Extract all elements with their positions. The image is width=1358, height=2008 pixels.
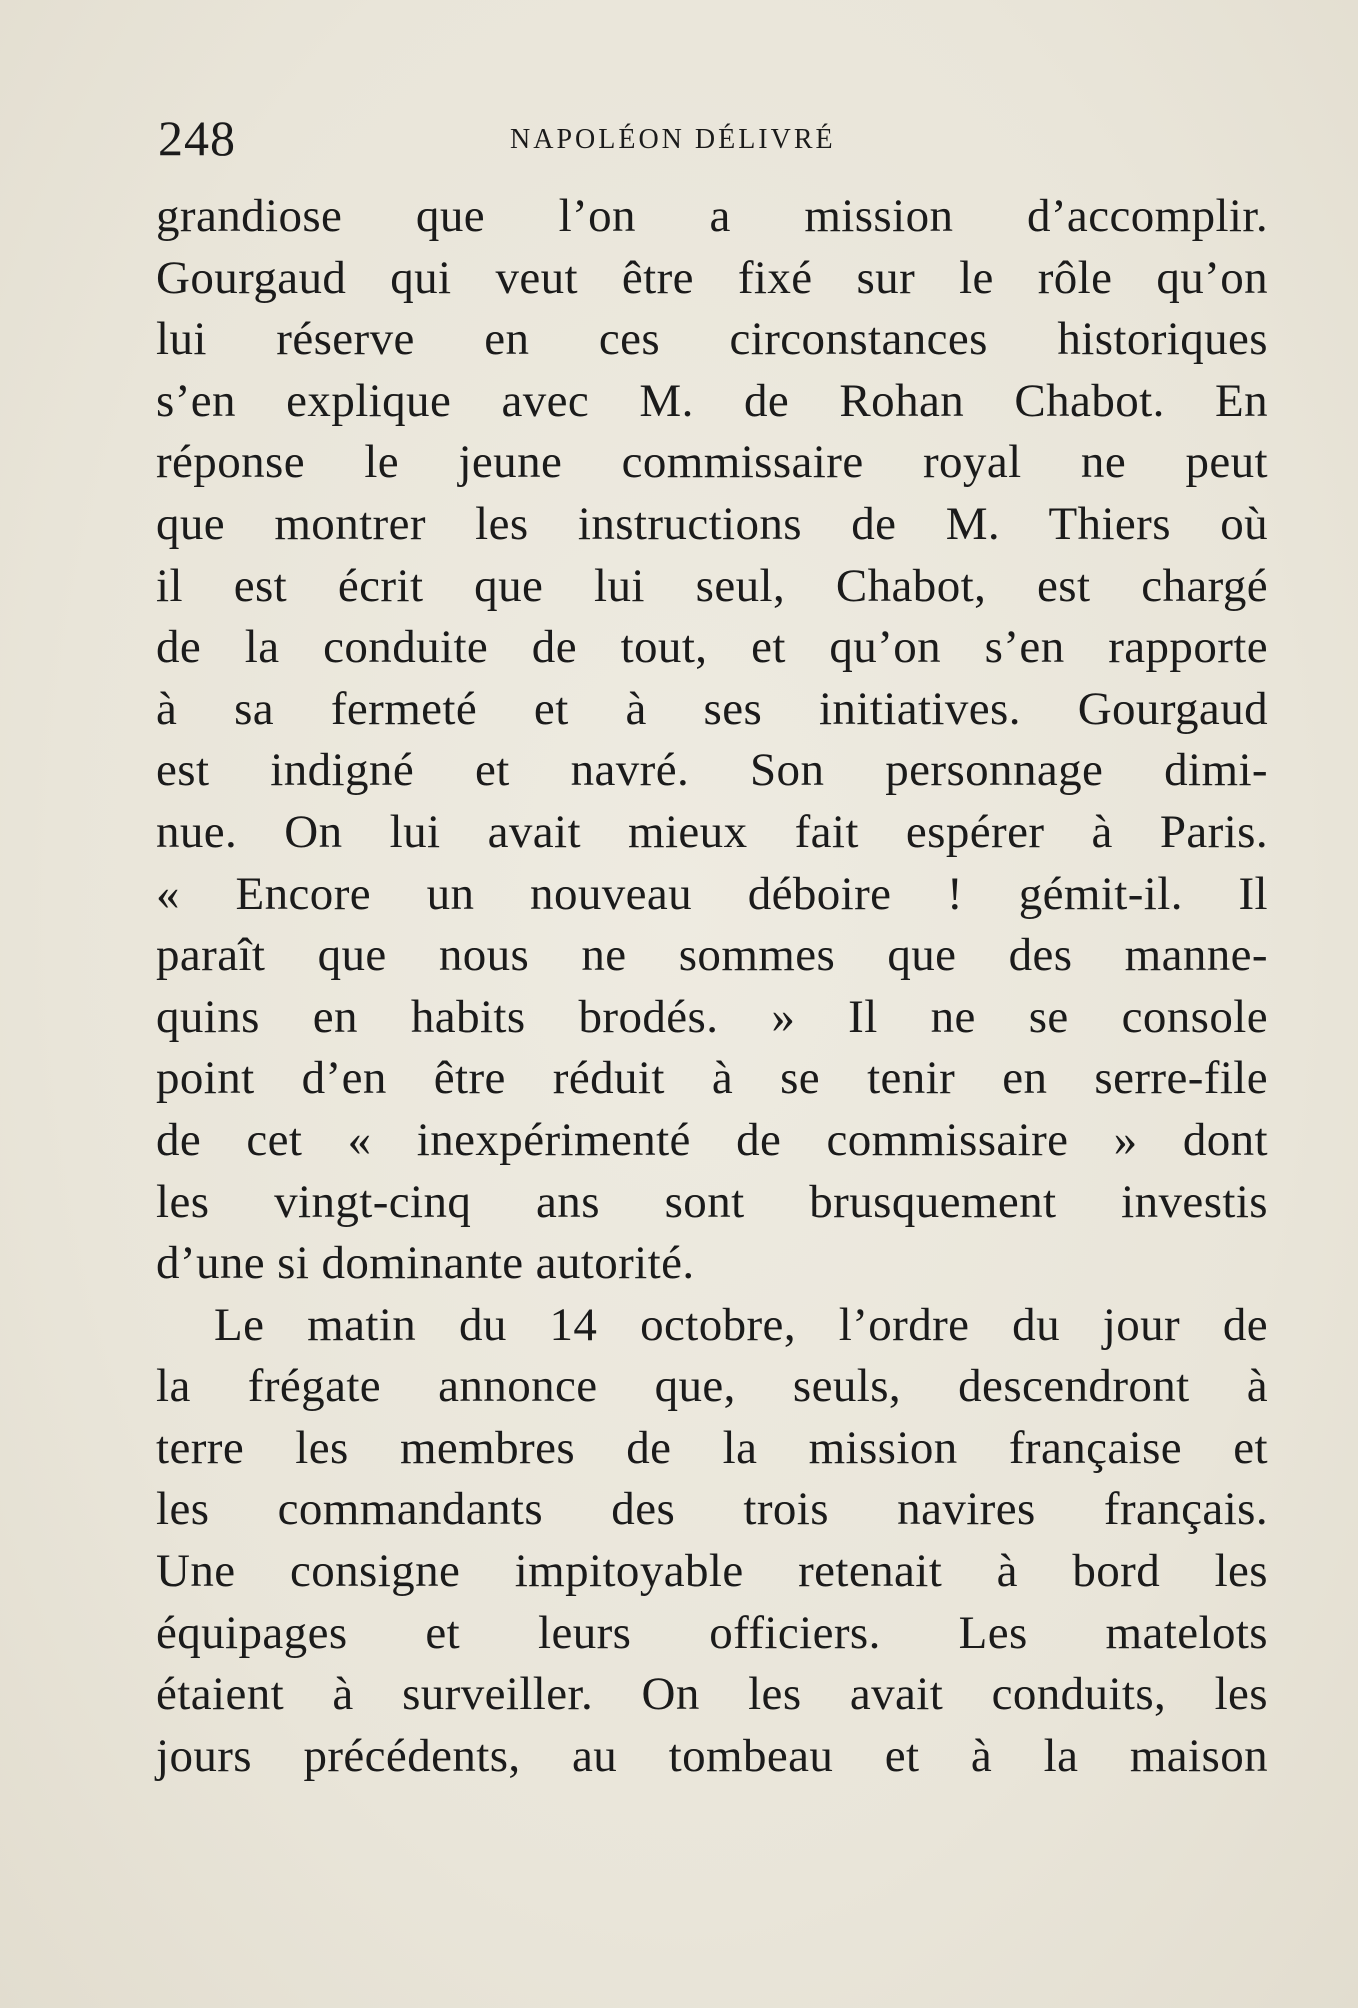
text-line: de cet « inexpérimenté de commissaire » dont xyxy=(156,1113,1268,1166)
text-line: Gourgaud qui veut être fixé sur le rôle qu’on xyxy=(156,251,1268,304)
text-line: à sa fermeté et à ses initiatives. Gourgaud xyxy=(156,682,1268,735)
page-number: 248 xyxy=(158,110,236,166)
text-line: « Encore un nouveau déboire ! gémit-il. Il xyxy=(156,867,1268,920)
text-line: étaient à surveiller. On les avait conduits, les xyxy=(156,1668,1268,1721)
text-line: la frégate annonce que, seuls, descendront à xyxy=(156,1360,1268,1413)
paragraph-first-line: Le matin du 14 octobre, l’ordre du jour de xyxy=(214,1298,1268,1351)
text-line: nue. On lui avait mieux fait espérer à Paris. xyxy=(156,805,1268,858)
text-line: est indigné et navré. Son personnage dimi- xyxy=(156,744,1268,797)
text-line: grandiose que l’on a mission d’accomplir. xyxy=(156,190,1268,242)
text-line: lui réserve en ces circonstances historiques xyxy=(156,313,1268,366)
text-line: point d’en être réduit à se tenir en serre-file xyxy=(156,1052,1268,1105)
text-line: s’en explique avec M. de Rohan Chabot. En xyxy=(156,374,1268,427)
text-line: de la conduite de tout, et qu’on s’en rapporte xyxy=(156,621,1268,674)
text-line: paraît que nous ne sommes que des manne- xyxy=(156,929,1268,982)
paragraph-last-line: d’une si dominante autorité. xyxy=(156,1237,695,1290)
body-text xyxy=(156,186,1268,1787)
running-title: NAPOLÉON DÉLIVRÉ xyxy=(510,124,836,155)
text-line: les vingt-cinq ans sont brusquement investis xyxy=(156,1175,1268,1228)
text-line: jours précédents, au tombeau et à la maison xyxy=(156,1729,1268,1782)
text-line: les commandants des trois navires français. xyxy=(156,1483,1268,1536)
text-line: que montrer les instructions de M. Thiers où xyxy=(156,497,1268,550)
text-line: équipages et leurs officiers. Les matelots xyxy=(156,1606,1268,1659)
text-line: quins en habits brodés. » Il ne se console xyxy=(156,990,1268,1043)
text-line: terre les membres de la mission française et xyxy=(156,1421,1268,1474)
text-line: réponse le jeune commissaire royal ne peut xyxy=(156,436,1268,489)
text-line: il est écrit que lui seul, Chabot, est chargé xyxy=(156,559,1268,612)
running-head xyxy=(158,108,1268,168)
text-line: Une consigne impitoyable retenait à bord les xyxy=(156,1545,1268,1598)
